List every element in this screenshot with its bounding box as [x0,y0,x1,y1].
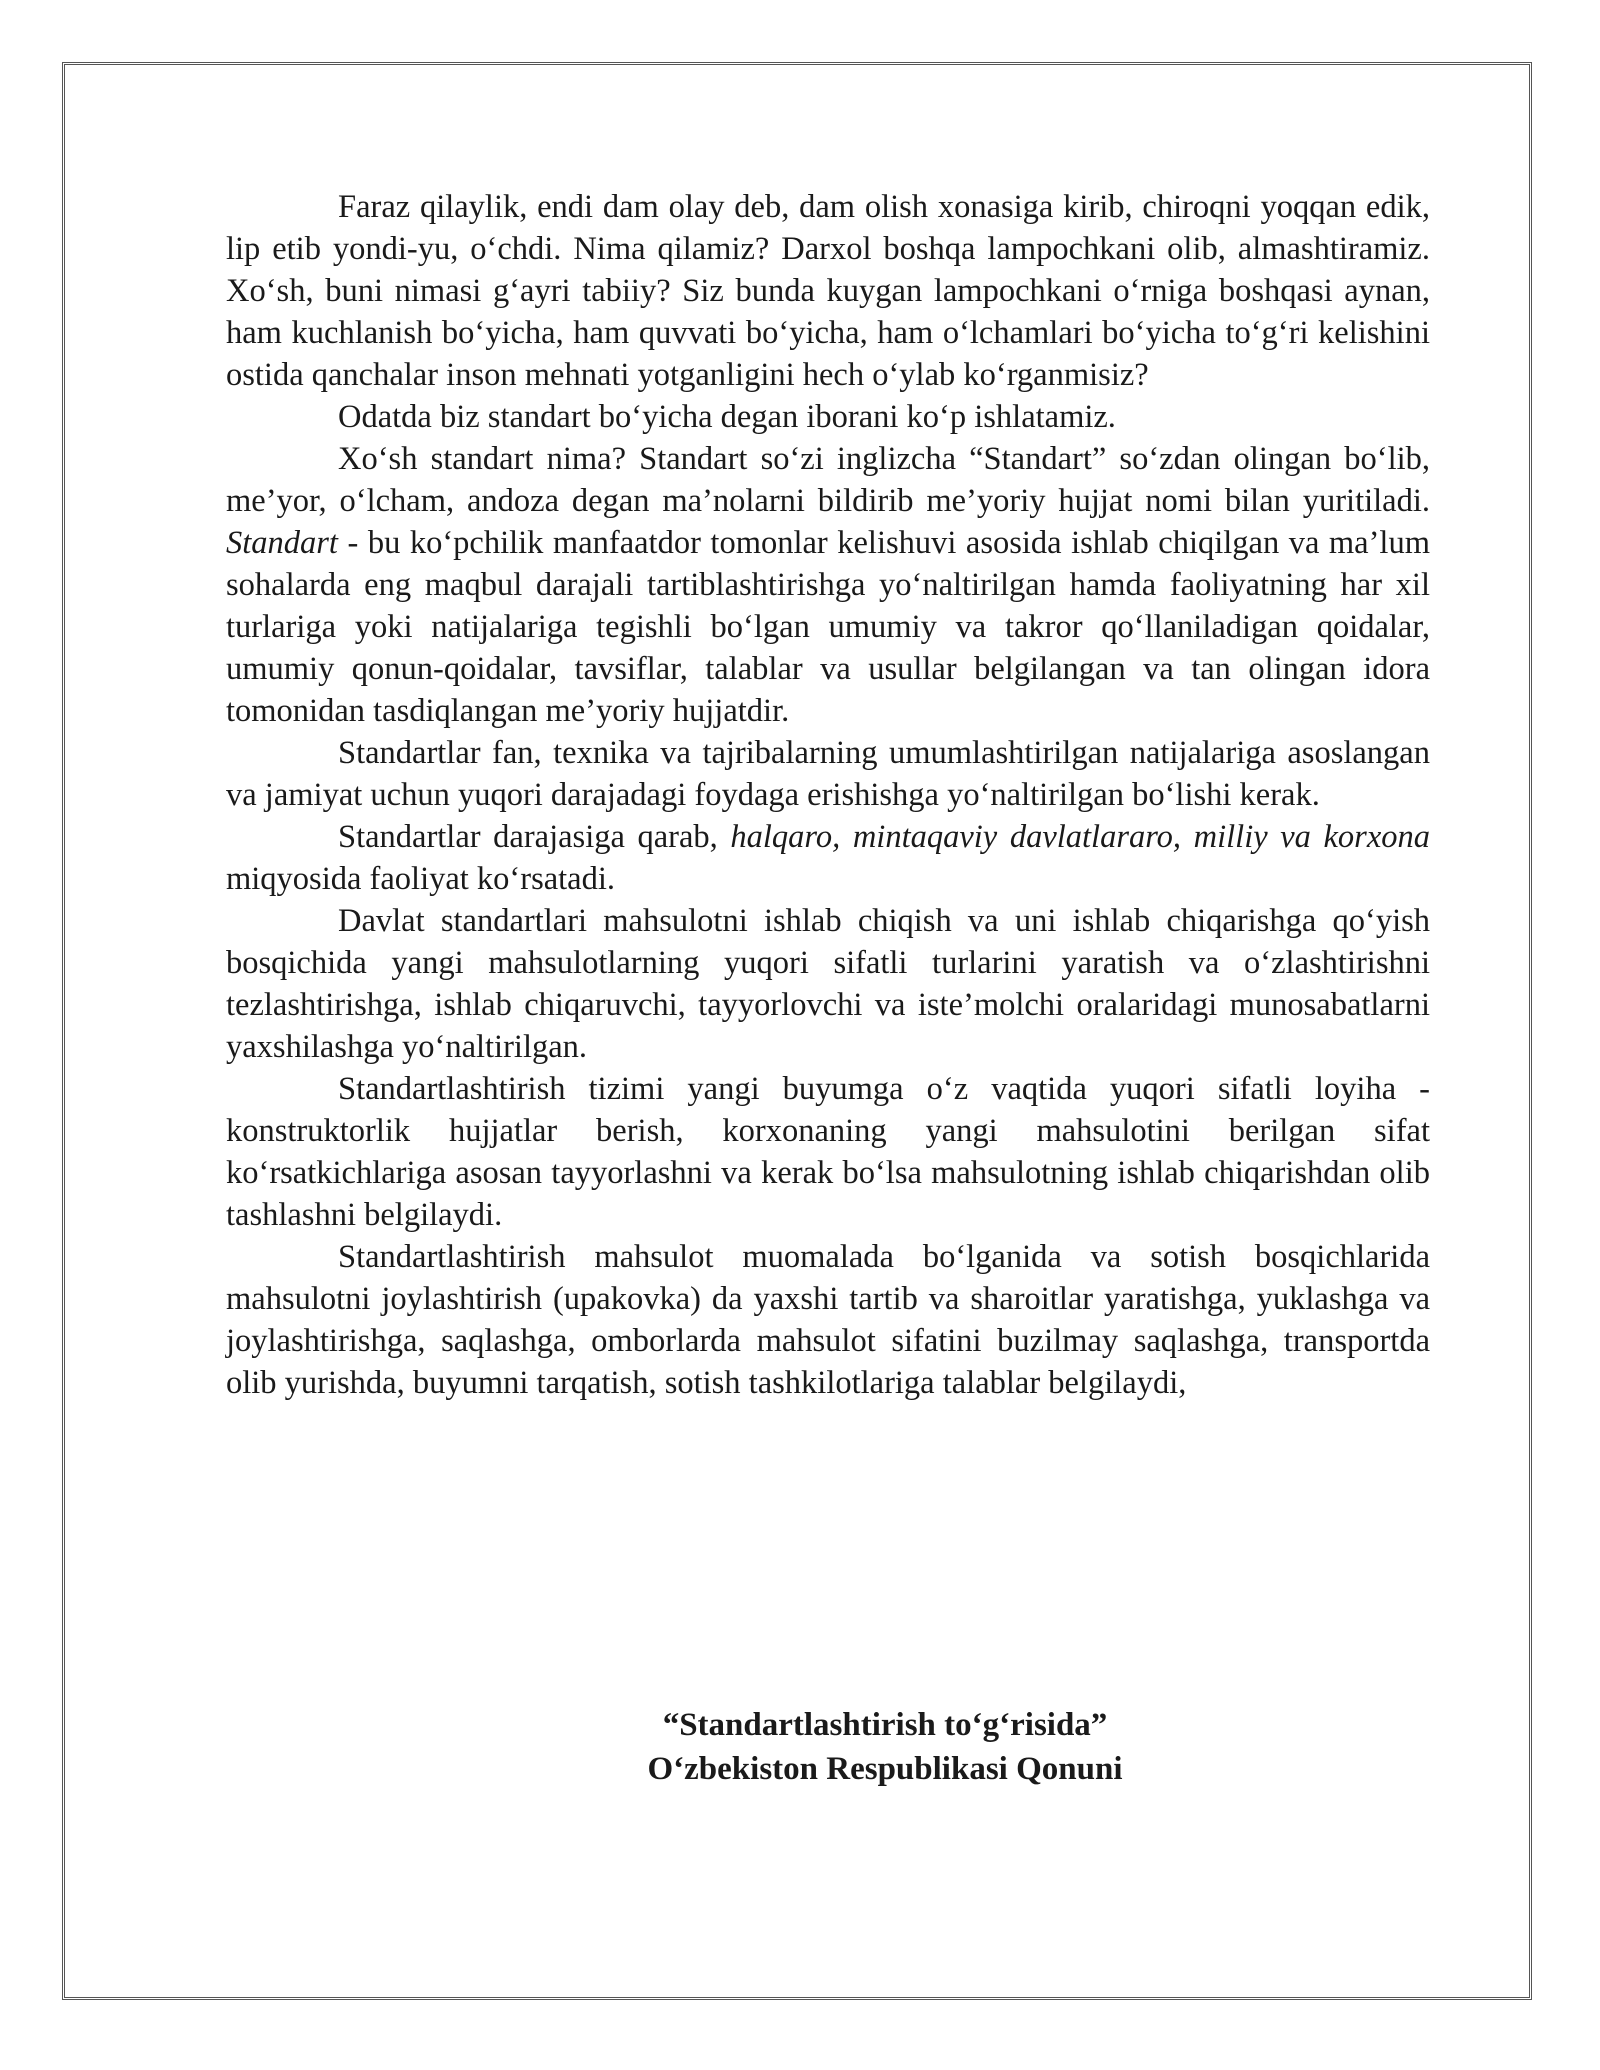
paragraph-text: Davlat standartlari mahsulotni ishlab chiqish va uni ishlab chiqarishga qo‘yish bosqichida yangi mahsulotlarning yuqori sifatli turlarini yaratish va o‘zlashtirishni tezlashtirishga, ishlab chiqaruvchi, tayyorlovchi va iste’molchi oralaridagi munosabatlarni yaxshilashga yo‘naltirilgan. [226,903,1430,1065]
paragraph [226,1236,1430,1404]
law-source: O‘zbekiston Respublikasi Qonuni [647,1751,1123,1787]
law-reference [600,1703,1170,1791]
paragraph-text: Standartlashtirish tizimi yangi buyumga o‘z vaqtida yuqori sifatli loyiha - konstruktorlik hujjatlar berish, korxonaning yangi mahsulotini berilgan sifat ko‘rsatkichlariga asosan tayyorlashni va kerak bo‘lsa mahsulotning ishlab chiqarishdan olib tashlashni belgilaydi. [226,1071,1430,1233]
document-body [226,186,1430,1404]
paragraph [226,186,1430,396]
paragraph-text: Standartlar darajasiga qarab, [338,819,731,855]
paragraph [226,816,1430,900]
italic-term: Standart [226,525,338,561]
paragraph [226,396,1430,438]
paragraph-text: Faraz qilaylik, endi dam olay deb, dam olish xonasiga kirib, chiroqni yoqqan edik, lip etib yondi-yu, o‘chdi. Nima qilamiz? Darxol boshqa lampochkani olib, almashtiramiz. Xo‘sh, buni nimasi g‘ayri tabiiy? Siz bunda kuygan lampochkani o‘rniga boshqasi aynan, ham kuchlanish bo‘yicha, ham quvvati bo‘yicha, ham o‘lchamlari bo‘yicha to‘g‘ri kelishini ostida qanchalar inson mehnati yotganligini hech o‘ylab ko‘rganmisiz? [226,189,1430,393]
paragraph-text: miqyosida faoliyat ko‘rsatadi. [226,861,616,897]
paragraph [226,732,1430,816]
paragraph [226,438,1430,732]
law-title: “Standartlashtirish to‘g‘risida” [662,1707,1108,1743]
paragraph [226,900,1430,1068]
italic-term: halqaro, mintaqaviy davlatlararo, milliy va korxona [730,819,1430,855]
paragraph-text: - bu ko‘pchilik manfaatdor tomonlar kelishuvi asosida ishlab chiqilgan va ma’lum sohalarda eng maqbul darajali tartiblashtirishga yo‘naltirilgan hamda faoliyatning har xil turlariga yoki natijalariga tegishli bo‘lgan umumiy va takror qo‘llaniladigan qoidalar, umumiy qonun-qoidalar, tavsiflar, talablar va usullar belgilangan va tan olingan idora tomonidan tasdiqlangan me’yoriy hujjatdir. [226,525,1430,729]
paragraph-text: Standartlashtirish mahsulot muomalada bo‘lganida va sotish bosqichlarida mahsulotni joylashtirish (upakovka) da yaxshi tartib va sharoitlar yaratishga, yuklashga va joylashtirishga, saqlashga, omborlarda mahsulot sifatini buzilmay saqlashga, transportda olib yurishda, buyumni tarqatish, sotish tashkilotlariga talablar belgilaydi, [226,1239,1430,1401]
paragraph-text: Standartlar fan, texnika va tajribalarning umumlashtirilgan natijalariga asoslangan va jamiyat uchun yuqori darajadagi foydaga erishishga yo‘naltirilgan bo‘lishi kerak. [226,735,1430,813]
paragraph-text: Xo‘sh standart nima? Standart so‘zi inglizcha “Standart” so‘zdan olingan bo‘lib, me’yor, o‘lcham, andoza degan ma’nolarni bildirib me’yoriy hujjat nomi bilan yuritiladi. [226,441,1430,519]
paragraph [226,1068,1430,1236]
paragraph-text: Odatda biz standart bo‘yicha degan iborani ko‘p ishlatamiz. [338,399,1116,435]
